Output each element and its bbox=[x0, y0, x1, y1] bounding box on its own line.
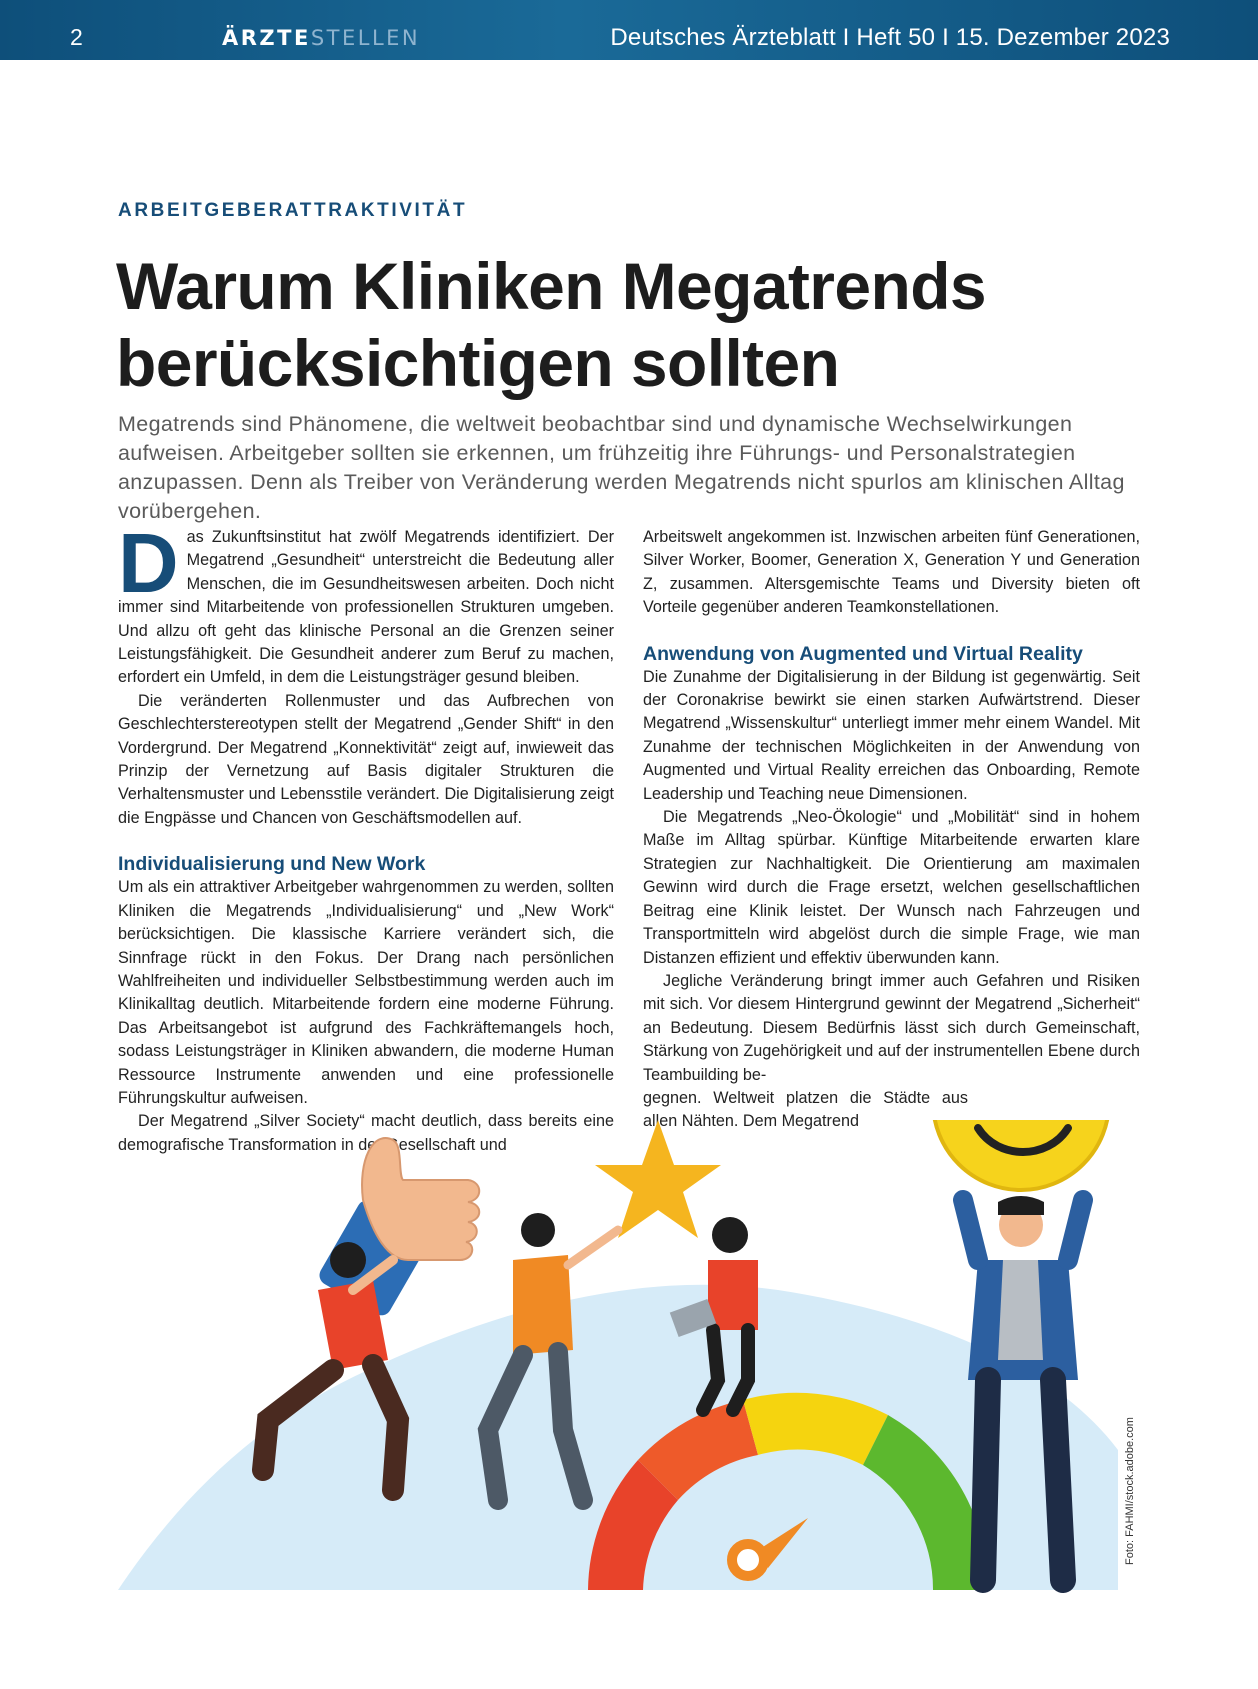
paragraph-2: Die veränderten Rollenmuster und das Aufbrechen von Geschlechterstereotypen stellt der Megatrend „Gender Shift“ in den Vordergrund. Der Megatrend „Konnektivität“ zeigt auf, inwieweit das Prinzip der Vernetzung auf Basis digitaler Strukturen die Verhaltensmuster und Lebensstile verändert. Die Digitalisierung zeigt die Engpässe und Chancen von Geschäftsmodellen auf. bbox=[118, 691, 614, 827]
paragraph-8: Jegliche Veränderung bringt immer auch Gefahren und Risiken mit sich. Vor diesem Hintergrund gewinnt der Megatrend „Sicherheit“ an Bedeutung. Diesem Bedürfnis lässt sich durch Gemeinschaft, Stärkung von Zugehörigkeit und auf der instrumentellen Ebene durch Teambuilding be- bbox=[643, 971, 1140, 1084]
header-bar bbox=[0, 0, 1258, 60]
subheading-augmented-reality: Anwendung von Augmented und Virtual Reality bbox=[643, 642, 1083, 665]
photo-credit: Foto: FAHMI/stock.adobe.com bbox=[1124, 1417, 1136, 1565]
page-number: 2 bbox=[70, 24, 83, 50]
subheading-individualisierung: Individualisierung und New Work bbox=[118, 853, 426, 876]
brand-part2: STELLEN bbox=[310, 26, 421, 50]
paragraph-1-text: as Zukunftsinstitut hat zwölf Megatrends identifiziert. Der Megatrend „Gesundheit“ unterstreicht die Bedeutung aller Menschen, die im Gesundheitswesen arbeiten. Doch nicht immer sind Mitarbeitende von professionellen Strukturen umgeben. Und allzu oft geht das klinische Personal an die Grenzen seiner Leistungsfähigkeit. Die Gesundheit anderer zum Beruf zu machen, erfordert ein Umfeld, in dem die Leistungsträger gesund bleiben. bbox=[118, 528, 614, 687]
page-title bbox=[116, 248, 1136, 402]
paragraph-7: Die Megatrends „Neo-Ökologie“ und „Mobilität“ sind in hohem Maße im Alltag spürbar. Künftige Mitarbeitende erwarten klare Strategien zur Nachhaltigkeit. Die Orientierung am maximalen Gewinn wird durch die Frage ersetzt, welchen gesellschaftlichen Beitrag eine Klinik leistet. Der Wunsch nach Fahrzeugen und Transportmitteln wird abgelöst durch die simple Frage, wie man Distanzen effizient und effektiv überwunden kann. bbox=[643, 808, 1140, 967]
paragraph-3: Um als ein attraktiver Arbeitgeber wahrgenommen zu werden, sollten Kliniken die Megatrends „Individualisierung“ und „New Work“ berücksichtigen. Die klassische Karriere verändert sich, die Sinnfrage rückt in den Fokus. Der Drang nach persönlichen Wahlfreiheiten und individueller Selbstbestimmung werden auch im Klinikalltag deutlich. Mitarbeitende fordern eine moderne Führung. Das Arbeitsangebot ist aufgrund des Fachkräftemangels hoch, sodass Leistungsträger in Kliniken abwandern, die moderne Human Ressource Instrumente anwenden und eine professionelle Führungskultur aufweisen. bbox=[118, 878, 614, 1107]
megatrends-illustration bbox=[118, 1120, 1138, 1600]
title-line-1: Warum Kliniken Megatrends bbox=[116, 249, 987, 323]
title-line-2: berücksichtigen sollten bbox=[116, 326, 840, 400]
column-left bbox=[118, 516, 614, 1157]
issue-info: Deutsches Ärzteblatt I Heft 50 I 15. Dezember 2023 bbox=[610, 24, 1170, 51]
column-right bbox=[643, 526, 1140, 1134]
paragraph-8-end: gegnen. Weltweit platzen die Städte aus allen Nähten. Dem Megatrend bbox=[643, 1088, 968, 1131]
star-icon bbox=[595, 1120, 721, 1238]
paragraph-1 bbox=[118, 516, 614, 690]
lead-paragraph: Megatrends sind Phänomene, die weltweit beobachtbar sind und dynamische Wechselwirkungen aufweisen. Arbeitgeber sollten sie erkennen, um frühzeitig ihre Führungs- und Personalstrategien anzupassen. Denn als Treiber von Veränderung werden Megatrends nicht spurlos am klinischen Alltag vorübergehen. bbox=[118, 412, 1125, 523]
smiley-face-icon bbox=[933, 1120, 1109, 1190]
brand-logo bbox=[222, 26, 420, 50]
paragraph-4: Der Megatrend „Silver Society“ macht deutlich, dass bereits eine demografische Transformation in der Gesellschaft und bbox=[118, 1112, 614, 1154]
paragraph-5: Arbeitswelt angekommen ist. Inzwischen arbeiten fünf Generationen, Silver Worker, Boomer, Generation X, Generation Y und Generation Z, zusammen. Altersgemischte Teams und Diversity bieten oft Vorteile gegenüber anderen Teamkonstellationen. bbox=[643, 528, 1140, 617]
paragraph-6: Die Zunahme der Digitalisierung in der Bildung ist gegenwärtig. Seit der Coronakrise bewirkt sie einen starken Aufwärtstrend. Dieser Megatrend „Wissenskultur“ unterliegt immer mehr einem Wandel. Mit Zunahme der technischen Möglichkeiten in der Anwendung von Augmented und Virtual Reality erreichen das Onboarding, Remote Leadership und Teaching neue Dimensionen. bbox=[643, 667, 1140, 803]
kicker: ARBEITGEBERATTRAKTIVITÄT bbox=[118, 200, 468, 221]
dropcap: D bbox=[118, 516, 179, 610]
brand-part1: ÄRZTE bbox=[222, 26, 311, 50]
